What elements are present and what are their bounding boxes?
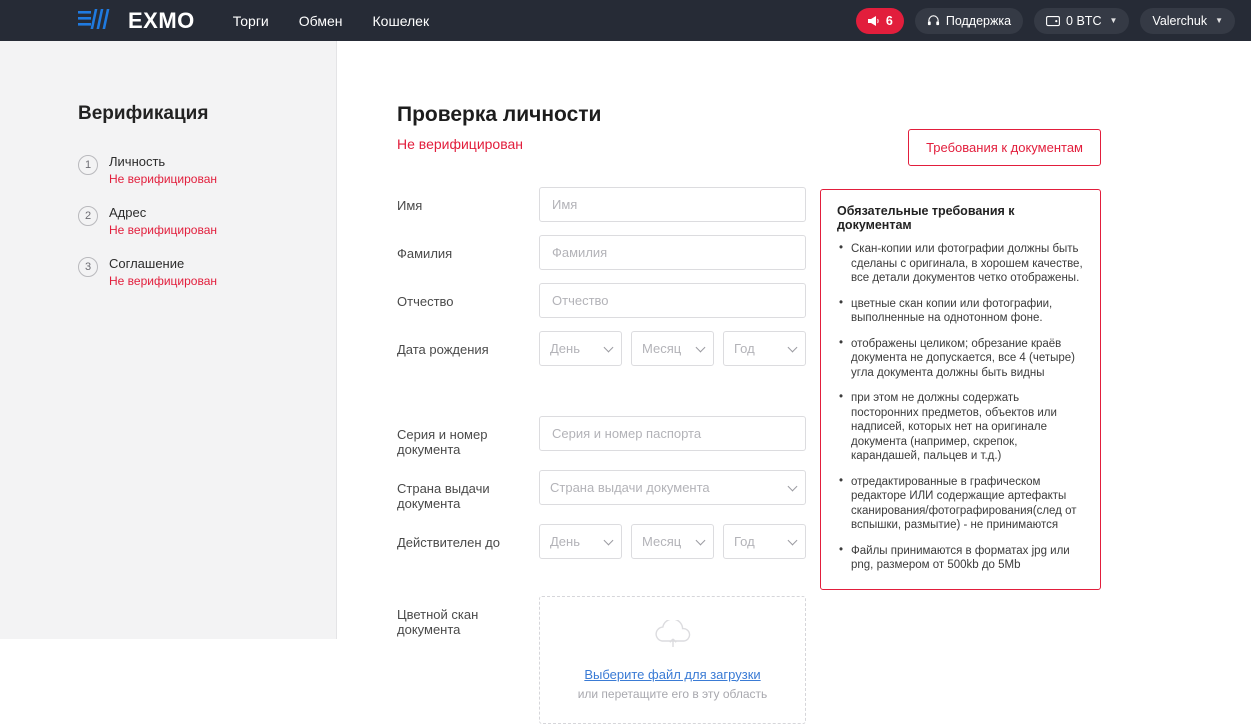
sidebar-title: Верификация bbox=[78, 103, 209, 124]
valid-day-value: День bbox=[550, 534, 580, 549]
doc-country-label: Страна выдачи документа bbox=[397, 481, 490, 511]
headset-icon bbox=[927, 14, 940, 27]
birth-month-value: Месяц bbox=[642, 341, 682, 356]
requirements-panel bbox=[820, 189, 1101, 590]
chevron-down-icon bbox=[788, 343, 798, 353]
doc-country-select[interactable] bbox=[539, 470, 806, 505]
nav-right-group bbox=[856, 8, 1235, 34]
megaphone-icon bbox=[867, 15, 880, 27]
step-number: 3 bbox=[78, 257, 98, 277]
birth-year-select[interactable] bbox=[723, 331, 806, 366]
valid-day-select[interactable] bbox=[539, 524, 622, 559]
nav-link-trade[interactable]: Торги bbox=[232, 12, 269, 29]
balance-button[interactable] bbox=[1034, 8, 1129, 34]
first-name-label: Имя bbox=[397, 198, 423, 213]
support-button[interactable] bbox=[915, 8, 1023, 34]
valid-month-select[interactable] bbox=[631, 524, 714, 559]
birth-month-select[interactable] bbox=[631, 331, 714, 366]
step-number: 1 bbox=[78, 155, 98, 175]
step-title: Соглашение bbox=[109, 256, 185, 271]
birth-day-value: День bbox=[550, 341, 580, 356]
valid-year-select[interactable] bbox=[723, 524, 806, 559]
step-number: 2 bbox=[78, 206, 98, 226]
first-name-input[interactable] bbox=[539, 187, 806, 222]
birth-date-label: Дата рождения bbox=[397, 342, 489, 357]
requirements-list bbox=[837, 242, 1084, 573]
middle-name-label: Отчество bbox=[397, 294, 454, 309]
user-menu-button[interactable] bbox=[1140, 8, 1235, 34]
step-status: Не верифицирован bbox=[109, 172, 218, 186]
balance-label: 0 BTC bbox=[1066, 13, 1102, 28]
scan-label: Цветной скан документа bbox=[397, 607, 479, 637]
chevron-down-icon bbox=[604, 343, 614, 353]
birth-year-value: Год bbox=[734, 341, 755, 356]
doc-country-value: Страна выдачи документа bbox=[550, 480, 710, 495]
last-name-label: Фамилия bbox=[397, 246, 453, 261]
main-content bbox=[337, 41, 1251, 701]
sidebar-item-identity[interactable] bbox=[78, 154, 336, 187]
doc-number-label: Серия и номер документа bbox=[397, 427, 488, 457]
valid-until-label: Действителен до bbox=[397, 535, 500, 550]
choose-file-link[interactable]: Выберите файл для загрузки bbox=[584, 666, 761, 682]
requirements-panel-title: Обязательные требования к документам bbox=[837, 204, 1015, 232]
file-dropzone[interactable] bbox=[539, 596, 806, 724]
sidebar-item-agreement[interactable] bbox=[78, 256, 336, 289]
nav-link-wallet[interactable]: Кошелек bbox=[372, 12, 430, 29]
requirement-item: • Скан-копии или фотографии должны быть сделаны с оригинала, в хорошем качестве, все детали документов четко отображены. bbox=[851, 242, 1084, 286]
upload-cloud-icon bbox=[650, 620, 696, 653]
requirement-item: • отредактированные в графическом редакторе ИЛИ содержащие артефакты сканирования/фотографирования(след от вспышки, размытие) - не принимаются bbox=[851, 475, 1084, 533]
nav-link-exchange[interactable]: Обмен bbox=[298, 12, 343, 29]
chevron-down-icon: ▼ bbox=[1109, 16, 1118, 25]
top-navigation-bar bbox=[0, 0, 1251, 41]
logo[interactable] bbox=[78, 8, 195, 34]
last-name-input[interactable] bbox=[539, 235, 806, 270]
page-title: Проверка личности bbox=[397, 103, 602, 126]
exmo-logo-icon bbox=[78, 8, 122, 33]
chevron-down-icon bbox=[788, 482, 798, 492]
chevron-down-icon bbox=[788, 536, 798, 546]
alerts-button[interactable] bbox=[856, 8, 904, 34]
step-title: Адрес bbox=[109, 205, 147, 220]
alerts-count: 6 bbox=[885, 13, 893, 28]
valid-month-value: Месяц bbox=[642, 534, 682, 549]
requirement-item: • отображены целиком; обрезание краёв документа не допускается, все 4 (четыре) угла документа должны быть видны bbox=[851, 337, 1084, 381]
requirements-button[interactable]: Требования к документам bbox=[908, 129, 1101, 166]
form-row-scan-upload bbox=[397, 596, 942, 724]
middle-name-input[interactable] bbox=[539, 283, 806, 318]
step-title: Личность bbox=[109, 154, 166, 169]
drag-hint: или перетащите его в эту область bbox=[577, 686, 768, 701]
logo-text: EXMO bbox=[128, 7, 195, 33]
step-status: Не верифицирован bbox=[109, 223, 218, 237]
chevron-down-icon bbox=[604, 536, 614, 546]
verification-sidebar bbox=[0, 41, 337, 639]
valid-year-value: Год bbox=[734, 534, 755, 549]
user-name-label: Valerchuk bbox=[1152, 13, 1208, 28]
page-body bbox=[0, 41, 1251, 701]
support-label: Поддержка bbox=[945, 13, 1012, 28]
requirement-item: • цветные скан копии или фотографии, выполненные на однотонном фоне. bbox=[851, 297, 1084, 326]
doc-number-input[interactable] bbox=[539, 416, 806, 451]
chevron-down-icon: ▼ bbox=[1215, 16, 1223, 25]
requirement-item: • Файлы принимаются в форматах jpg или png, размером от 500kb до 5Mb bbox=[851, 544, 1084, 573]
sidebar-item-address[interactable] bbox=[78, 205, 336, 238]
verification-status: Не верифицирован bbox=[397, 136, 524, 152]
requirement-item: • при этом не должны содержать посторонних предметов, объектов или надписей, которых нет на оригинале документа (например, скрепок, карандашей, пальцев и т.д.) bbox=[851, 391, 1084, 464]
main-nav-links bbox=[233, 13, 429, 29]
chevron-down-icon bbox=[696, 536, 706, 546]
birth-day-select[interactable] bbox=[539, 331, 622, 366]
chevron-down-icon bbox=[696, 343, 706, 353]
step-status: Не верифицирован bbox=[109, 274, 218, 288]
wallet-icon bbox=[1046, 15, 1060, 27]
